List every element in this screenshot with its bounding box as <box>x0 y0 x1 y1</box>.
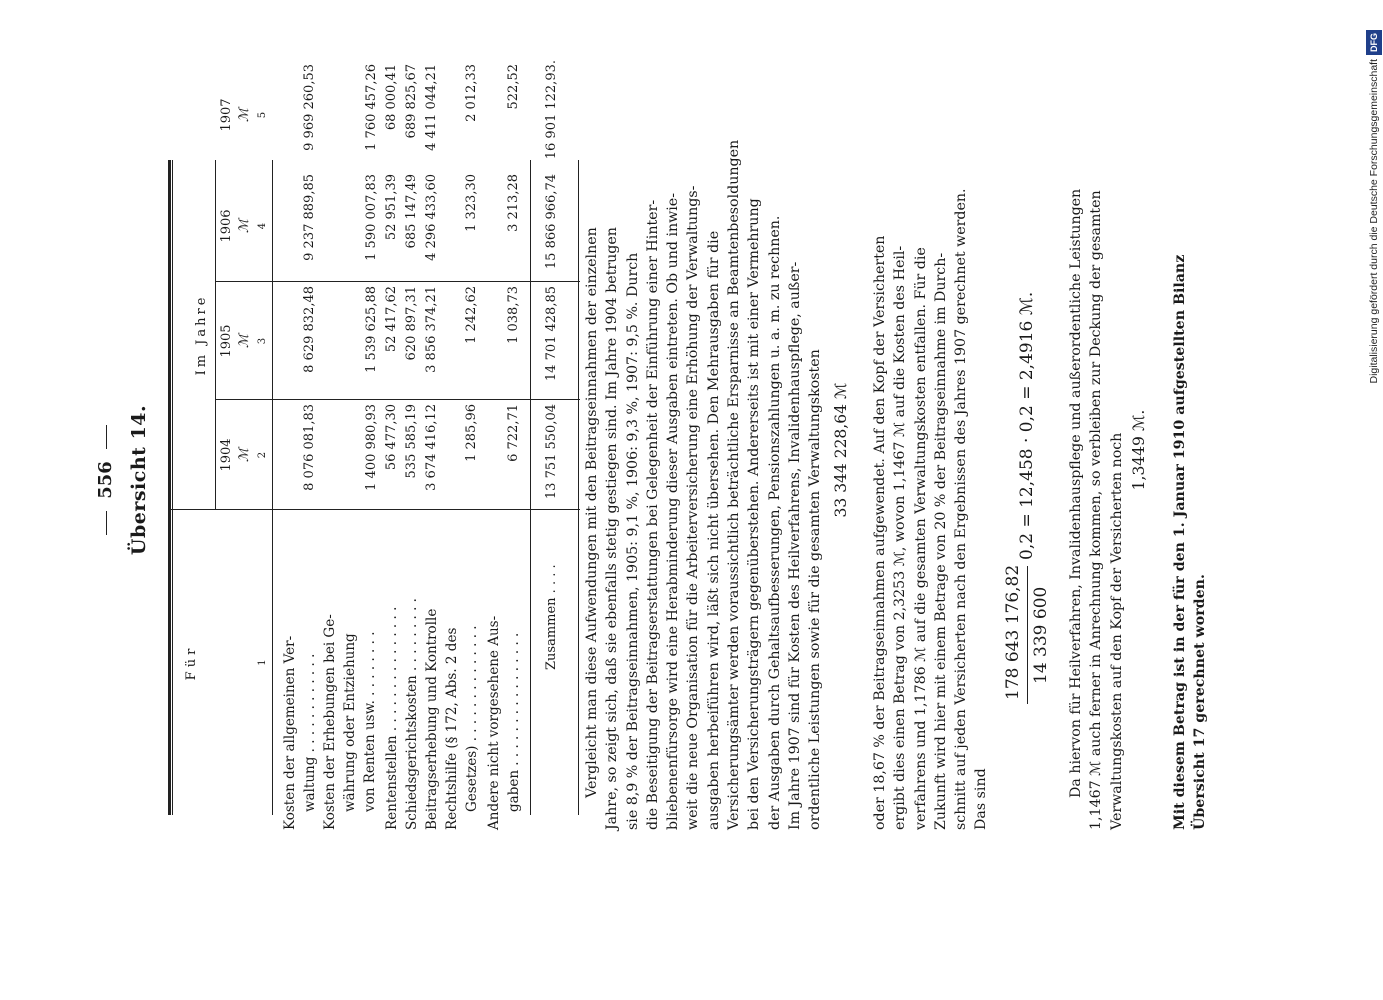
row-label-schiedsgericht: Schiedsgerichtskosten . . . . . . . . . <box>404 598 420 830</box>
value-1907-row7: 522,52 <box>506 64 521 110</box>
page-title: Übersicht 14. <box>128 404 150 556</box>
value-1905-row2: 1 539 625,88 <box>364 286 379 373</box>
paragraph-remaining: Da hiervon für Heilverfahren, Invalidenhauspflege und außerordentliche Leistungen 1,1467 ℳ auch ferner in Anrechnung kommen, so verbleiben zur Deckung der gesamten Verwaltungskosten auf den Kopf der Versicherten noch <box>1068 188 1125 830</box>
total-label: Zusammen . . . . <box>544 564 559 670</box>
digitization-credit <box>1366 10 1382 990</box>
header-fuer: Für <box>184 644 199 681</box>
table-top-rule-2 <box>172 160 173 815</box>
value-1907-row2: 1 760 457,26 <box>364 64 379 151</box>
row-label-rechtshilfe: Rechtshilfe (§ 172, Abs. 2 des Gesetzes) . . . . . . . . . . . . . . <box>444 625 480 830</box>
value-1905-row4: 620 897,31 <box>404 286 419 361</box>
value-1905-row7: 1 038,73 <box>506 286 521 344</box>
col-number-2: 2 <box>257 451 268 459</box>
amount-total-costs: 33 344 228,64 ℳ <box>832 382 850 518</box>
unit-1907: ℳ <box>237 108 252 122</box>
value-1906-row7: 3 213,28 <box>506 174 521 232</box>
unit-1904: ℳ <box>237 448 252 462</box>
col-number-3: 3 <box>257 337 268 345</box>
value-1906-row5: 4 296 433,60 <box>424 174 439 261</box>
total-1907: 16 901 122,93. <box>544 60 559 160</box>
header-im-jahre: Im Jahre <box>194 294 209 376</box>
col-number-1: 1 <box>257 659 268 666</box>
value-1905-row6: 1 242,62 <box>464 286 479 344</box>
header-year-1906: 1906 <box>219 209 234 243</box>
row-label-beitragserhebung: Beitragserhebung und Kontrolle <box>424 608 440 830</box>
col-number-4: 4 <box>257 222 268 230</box>
value-1906-row3: 52 951,39 <box>384 174 399 241</box>
formula-denominator: 14 339 600 <box>1031 586 1051 684</box>
value-1907-row4: 689 825,67 <box>404 64 419 139</box>
total-1906: 15 866 966,74 <box>544 174 559 270</box>
col-number-5: 5 <box>257 111 268 119</box>
row-label-rentenstellen: Rentenstellen . . . . . . . . . . . . . . . <box>384 606 400 830</box>
value-1907-row1: 9 969 260,53 <box>302 64 317 151</box>
paragraph-comparison: Vergleicht man diese Aufwendungen mit den Beitragseinnahmen der einzelnen Jahre, so zeigt sich, daß sie ebenfalls stetig gestiegen sind. Im Jahre 1904 betrugen sie 8,9 % der Beitragseinnahmen, 1905: 9,1 %, 1906: 9,3 %, 1907: 9,5 %. Durch die Beseitigung der Beitragserstattungen bei Gelegenheit der Einführung einer Hinter- bliebenenfürsorge wird eine Herabminderung dieser Ausgaben eintreten. Ob und inwie- weit die neue Organisation für die Arbeiterversicherung eine Erhöhung der Verwaltungs- ausgaben herbeiführen wird, läßt sich nicht übersehen. Den Mehrausgaben für die Versicherungsämter werden voraussichtlich beträchtliche Ersparnisse an Beamtenbesoldungen bei den Versicherungsträgern gegenüberstehen. Andererseits ist mit einer Vermehrung der Ausgaben durch Gehaltsaufbesserungen, Pensionszahlungen u. a. m. zu rechnen. Im Jahre 1907 sind für Kosten des Heilverfahrens, Invalidenhauspflege, außer- ordentliche Leistungen sowie für die gesamten Verwaltungskosten <box>584 139 824 830</box>
value-1906-row4: 685 147,49 <box>404 174 419 249</box>
value-1907-row5: 4 411 044,21 <box>424 64 439 151</box>
formula-numerator: 178 643 176,82 <box>1003 564 1023 700</box>
value-1904-row1: 8 076 081,83 <box>302 404 317 491</box>
amount-remaining: 1,3449 ℳ. <box>1130 409 1148 491</box>
value-1907-row6: 2 012,33 <box>464 64 479 122</box>
header-year-1904: 1904 <box>219 438 234 472</box>
value-1907-row3: 68 000,41 <box>384 64 399 131</box>
formula-result: 0,2 = 12,458 · 0,2 = 2,4916 ℳ. <box>1017 291 1037 560</box>
value-1904-row4: 535 585,19 <box>404 404 419 479</box>
row-label-allg-verwaltung: Kosten der allgemeinen Ver- waltung . . . . . . . . . . . . <box>282 635 318 830</box>
value-1904-row6: 1 285,96 <box>464 404 479 462</box>
table-bottom-rule <box>578 160 579 815</box>
credit-text: Digitalisierung gefördert durch die Deutsche Forschungsgemeinschaft <box>1368 59 1380 384</box>
value-1905-row5: 3 856 374,21 <box>424 286 439 373</box>
formula-fraction-bar <box>1027 566 1028 704</box>
value-1906-row2: 1 590 007,83 <box>364 174 379 261</box>
header-year-1905: 1905 <box>219 324 234 358</box>
value-1904-row5: 3 674 416,12 <box>424 404 439 491</box>
value-1904-row3: 56 477,30 <box>384 404 399 471</box>
value-1906-row1: 9 237 889,85 <box>302 174 317 261</box>
unit-1906: ℳ <box>237 219 252 233</box>
total-1904: 13 751 550,04 <box>544 404 559 500</box>
dfg-logo: DFG <box>1366 30 1382 55</box>
header-year-1907: 1907 <box>219 98 234 132</box>
paragraph-per-capita: oder 18,67 % der Beitragseinnahmen aufgewendet. Auf den Kopf der Versicherten ergibt dies einen Betrag von 2,3253 ℳ, wovon 1,1467 ℳ auf die Kosten des Heil- verfahrens und 1,1786 ℳ auf die gesamten Verwaltungskosten entfallen. Für die Zukunft wird hier mit einem Betrage von 20 % der Beitragseinnahme im Durch- schnitt auf jeden Versicherten nach den Ergebnissen des Jahres 1907 gerechnet werden. Das sind <box>872 188 990 830</box>
value-1904-row2: 1 400 980,93 <box>364 404 379 491</box>
value-1906-row6: 1 323,30 <box>464 174 479 232</box>
table-total-rule <box>530 160 531 815</box>
table-header-rule <box>272 160 273 815</box>
page-number: 556 <box>95 310 116 650</box>
value-1905-row3: 52 417,62 <box>384 286 399 353</box>
im-jahre-rule <box>215 160 216 510</box>
total-1905: 14 701 428,85 <box>544 286 559 382</box>
paragraph-balance: Mit diesem Betrag ist in der für den 1. Januar 1910 aufgestellten Bilanz Übersicht 17 gerechnet worden. <box>1172 254 1209 830</box>
unit-1905: ℳ <box>237 334 252 348</box>
value-1905-row1: 8 629 832,48 <box>302 286 317 373</box>
table-top-rule <box>168 160 171 815</box>
value-1904-row7: 6 722,71 <box>506 404 521 462</box>
row-label-andere: Andere nicht vorgesehene Aus- gaben . . . . . . . . . . . . . . . . <box>486 615 522 830</box>
row-label-erhebungen: Kosten der Erhebungen bei Ge- währung oder Entziehung von Renten usw. . . . . . . . . <box>322 614 378 830</box>
